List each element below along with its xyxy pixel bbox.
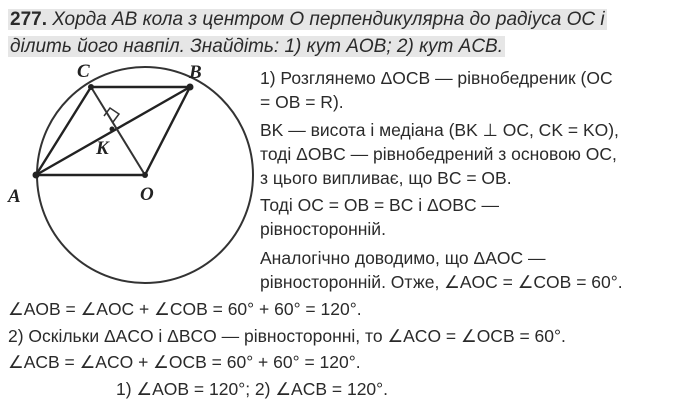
problem-line-1: [8, 6, 688, 33]
segment-ac: [36, 87, 91, 175]
point-a: [33, 172, 40, 179]
geometry-figure: [0, 60, 260, 290]
solution-line-11: 2) Оскільки ΔACO і ΔBCO — рівносторонні, то ∠ACO = ∠OCB = 60°.: [8, 326, 566, 346]
label-o: O: [140, 184, 154, 205]
solution-line-9: рівносторонній. Отже, ∠AOC = ∠COB = 60°.: [260, 272, 623, 292]
solution-line-6: Тоді OC = OB = BC і ΔOBC —: [260, 195, 499, 215]
label-k: K: [96, 138, 109, 159]
solution-line-4: тоді ΔOBC — рівнобедрений з основою OC,: [260, 144, 617, 164]
solution-line-3: BK — висота і медіана (BK ⊥ OC, CK = KO),: [260, 120, 619, 140]
point-b: [187, 84, 194, 91]
solution-line-10: ∠AOB = ∠AOC + ∠COB = 60° + 60° = 120°.: [8, 299, 362, 319]
answer-line: 1) ∠AOB = 120°; 2) ∠ACB = 120°.: [116, 379, 389, 399]
label-a: A: [8, 186, 21, 207]
solution-line-7: рівносторонній.: [260, 219, 386, 239]
solution-line-8: Аналогічно доводимо, що ΔAOC —: [260, 248, 546, 268]
problem-text-1: Хорда AB кола з центром O перпендикулярна до радіуса OC і: [52, 9, 605, 30]
point-o: [142, 172, 148, 178]
problem-text-2: ділить його навпіл. Знайдіть: 1) кут AOB; 2) кут ACB.: [10, 36, 504, 57]
solution-line-5: з цього випливає, що BC = OB.: [260, 168, 512, 188]
point-c: [88, 84, 94, 90]
solution-line-12: ∠ACB = ∠ACO + ∠OCB = 60° + 60° = 120°.: [8, 352, 361, 372]
label-c: C: [77, 61, 90, 82]
point-k: [110, 127, 115, 132]
problem-number: 277.: [10, 9, 47, 30]
radius-oc: [91, 87, 145, 175]
solution-line-1: 1) Розглянемо ΔOCB — рівнобедреник (OC: [260, 68, 613, 88]
label-b: B: [189, 62, 202, 83]
problem-line-2: [8, 33, 688, 60]
problem-statement: [8, 6, 688, 60]
solution-line-2: = OB = R).: [260, 92, 344, 112]
